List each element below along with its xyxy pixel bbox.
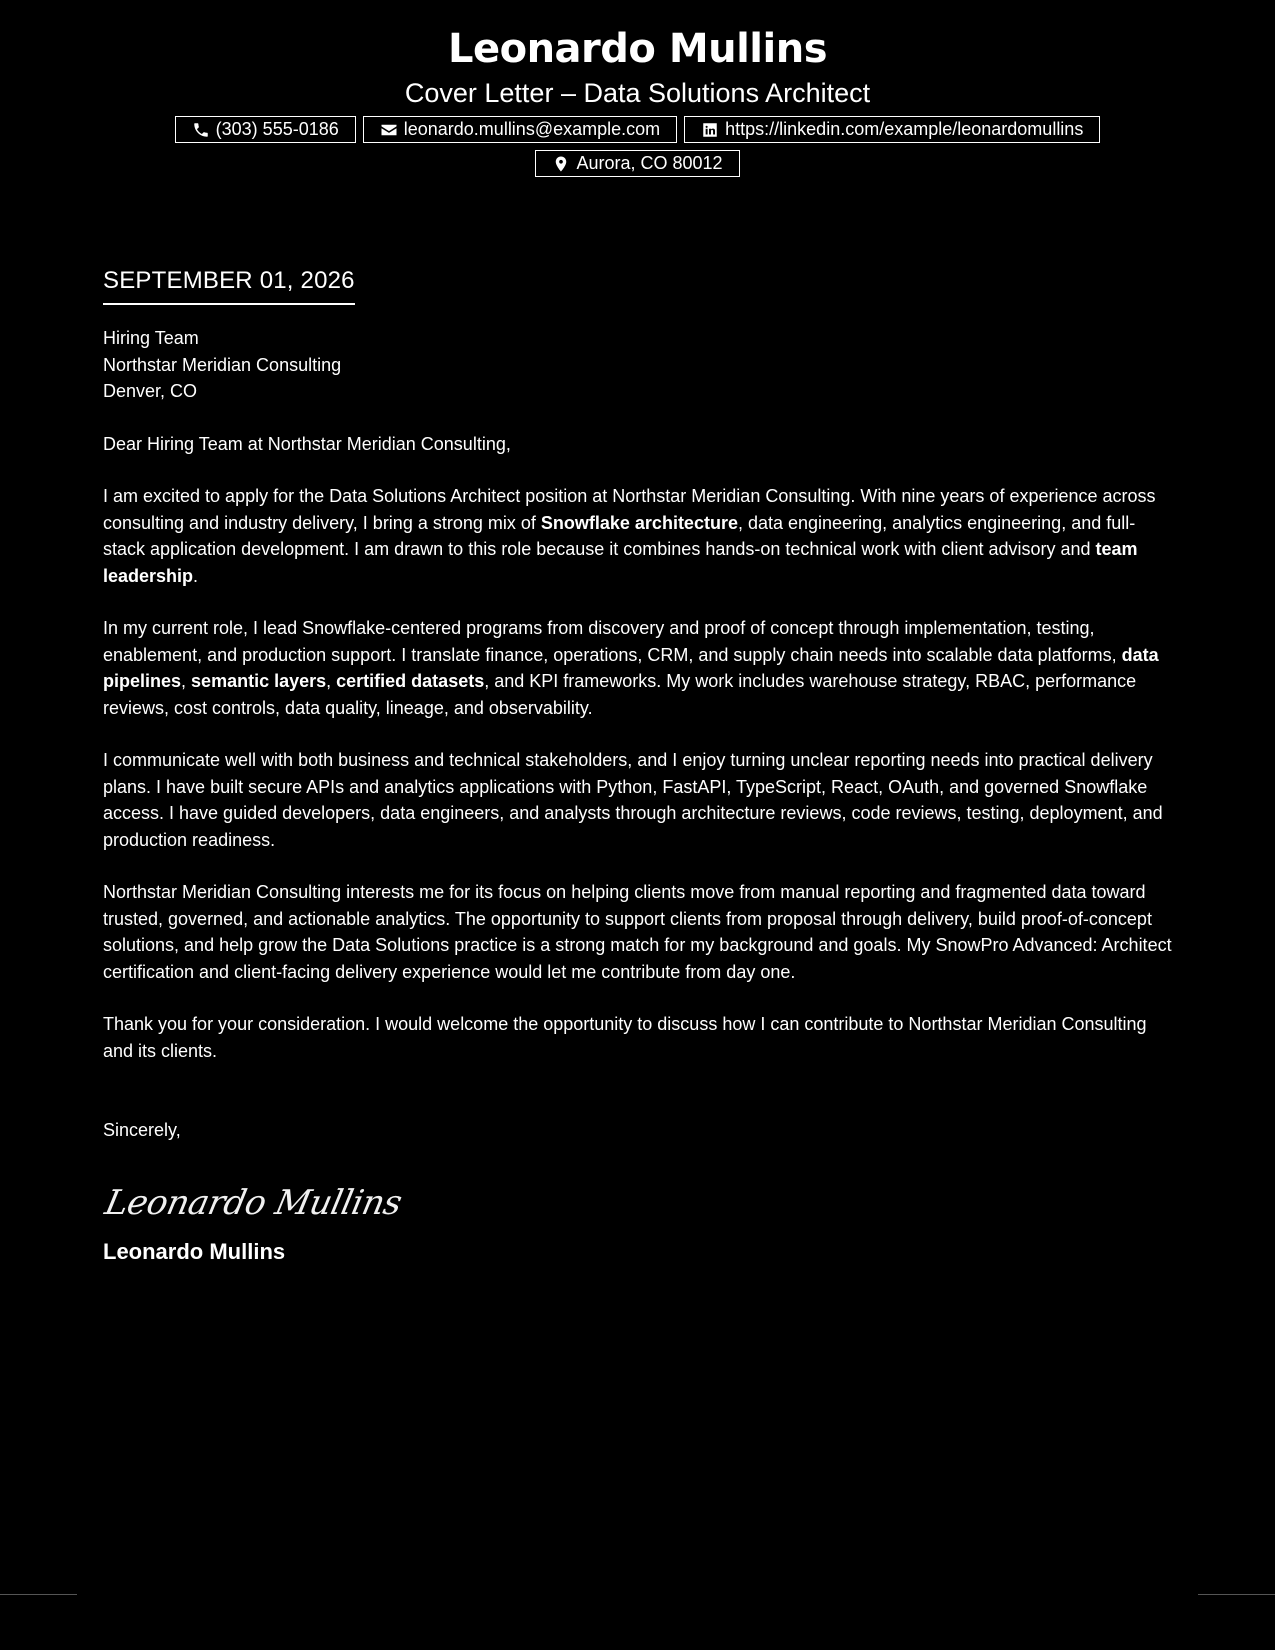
recipient-company: Northstar Meridian Consulting <box>103 354 342 375</box>
emphasized-phrase: data pipelines <box>103 644 1159 691</box>
paragraph-text: I communicate well with both business and technical stakeholders, and I enjoy turning unclear reporting needs into practical delivery plans. I have built secure APIs and analytics applications with Python, FastAPI, TypeScript, React, OAuth, and governed Snowflake access. I have guided developers, data engineers, and analysts through architecture reviews, code reviews, testing, deployment, and production readiness. <box>103 750 1163 850</box>
signer-name: Leonardo Mullins <box>103 1238 286 1264</box>
linkedin-icon <box>701 121 719 139</box>
emphasized-phrase: semantic layers <box>191 671 327 691</box>
body-paragraph <box>103 879 1173 985</box>
body-paragraph <box>103 483 1173 589</box>
phone-text: (303) 555-0186 <box>215 119 339 139</box>
recipient-line: Hiring Team <box>103 328 199 348</box>
phone-icon <box>192 121 210 139</box>
applicant-name: Leonardo Mullins <box>447 26 828 72</box>
emphasized-phrase: Snowflake architecture <box>540 512 738 533</box>
paragraph-text: I am excited to apply for the Data Solutions Architect position at Northstar Meridian Consulting. With nine years of experience across consulting and industry delivery, I bring a strong mix of <box>103 486 1156 533</box>
handwritten-signature <box>103 1178 1173 1222</box>
email-chip[interactable] <box>363 116 677 143</box>
salutation: Dear Hiring Team at Northstar Meridian Consulting, <box>103 433 511 454</box>
paragraph-text: . <box>193 565 199 586</box>
paragraph-text: Northstar Meridian Consulting interests me for its focus on helping clients move from manual reporting and fragmented data toward trusted, governed, and actionable analytics. The opportunity to support clients from proposal through delivery, build proof-of-concept solutions, and help grow the Data Solutions practice is a strong match for my background and goals. My SnowPro Advanced: Architect certification and client-facing delivery experience would let me contribute from day one. <box>103 882 1172 982</box>
body-paragraph <box>103 747 1173 853</box>
body-paragraph <box>103 615 1173 721</box>
linkedin-text: https://linkedin.com/example/leonardomullins <box>725 119 1084 139</box>
paragraph-text: In my current role, I lead Snowflake-centered programs from discovery and proof of concept through implementation, testing, enablement, and production support. I translate finance, operations, CRM, and supply chain needs into scalable data platforms, <box>103 618 1122 665</box>
paragraph-text: , and KPI frameworks. My work includes warehouse strategy, RBAC, performance reviews, cost controls, data quality, lineage, and observability. <box>103 671 1137 718</box>
location-text: Aurora, CO 80012 <box>576 153 723 173</box>
letter-paragraphs <box>103 483 1173 1064</box>
emphasized-phrase: team leadership <box>103 539 1138 586</box>
document-subtitle: Cover Letter – Data Solutions Architect <box>404 78 871 108</box>
emphasized-phrase: certified datasets <box>336 671 485 691</box>
email-text: leonardo.mullins@example.com <box>403 119 661 139</box>
letter-date: SEPTEMBER 01, 2026 <box>103 266 355 305</box>
contact-row-2 <box>0 150 1275 177</box>
paragraph-text: Thank you for your consideration. I would welcome the opportunity to discuss how I can contribute to Northstar Meridian Consulting and its clients. <box>103 1014 1147 1061</box>
recipient-location: Denver, CO <box>103 381 198 401</box>
letter-body <box>103 266 1173 1266</box>
paragraph-text: , <box>326 671 337 691</box>
map-marker-icon <box>552 155 570 173</box>
linkedin-chip[interactable] <box>684 116 1100 143</box>
contact-row <box>0 116 1275 143</box>
paragraph-text: , data engineering, analytics engineering, and full-stack application development. I am drawn to this role because it combines hands-on technical work with client advisory and <box>103 512 1136 559</box>
phone-chip[interactable] <box>175 116 356 143</box>
body-paragraph <box>103 1011 1173 1064</box>
footer-rule-left <box>0 1594 77 1595</box>
recipient-block <box>103 325 1173 405</box>
envelope-icon <box>380 121 398 139</box>
paragraph-text: , <box>181 671 192 691</box>
footer-rule-right <box>1198 1594 1275 1595</box>
closing: Sincerely, <box>103 1120 181 1140</box>
svg-text:Leonardo Mullins: Leonardo Mullins <box>101 1182 406 1223</box>
letter-header <box>0 0 1275 177</box>
location-chip <box>535 150 739 177</box>
